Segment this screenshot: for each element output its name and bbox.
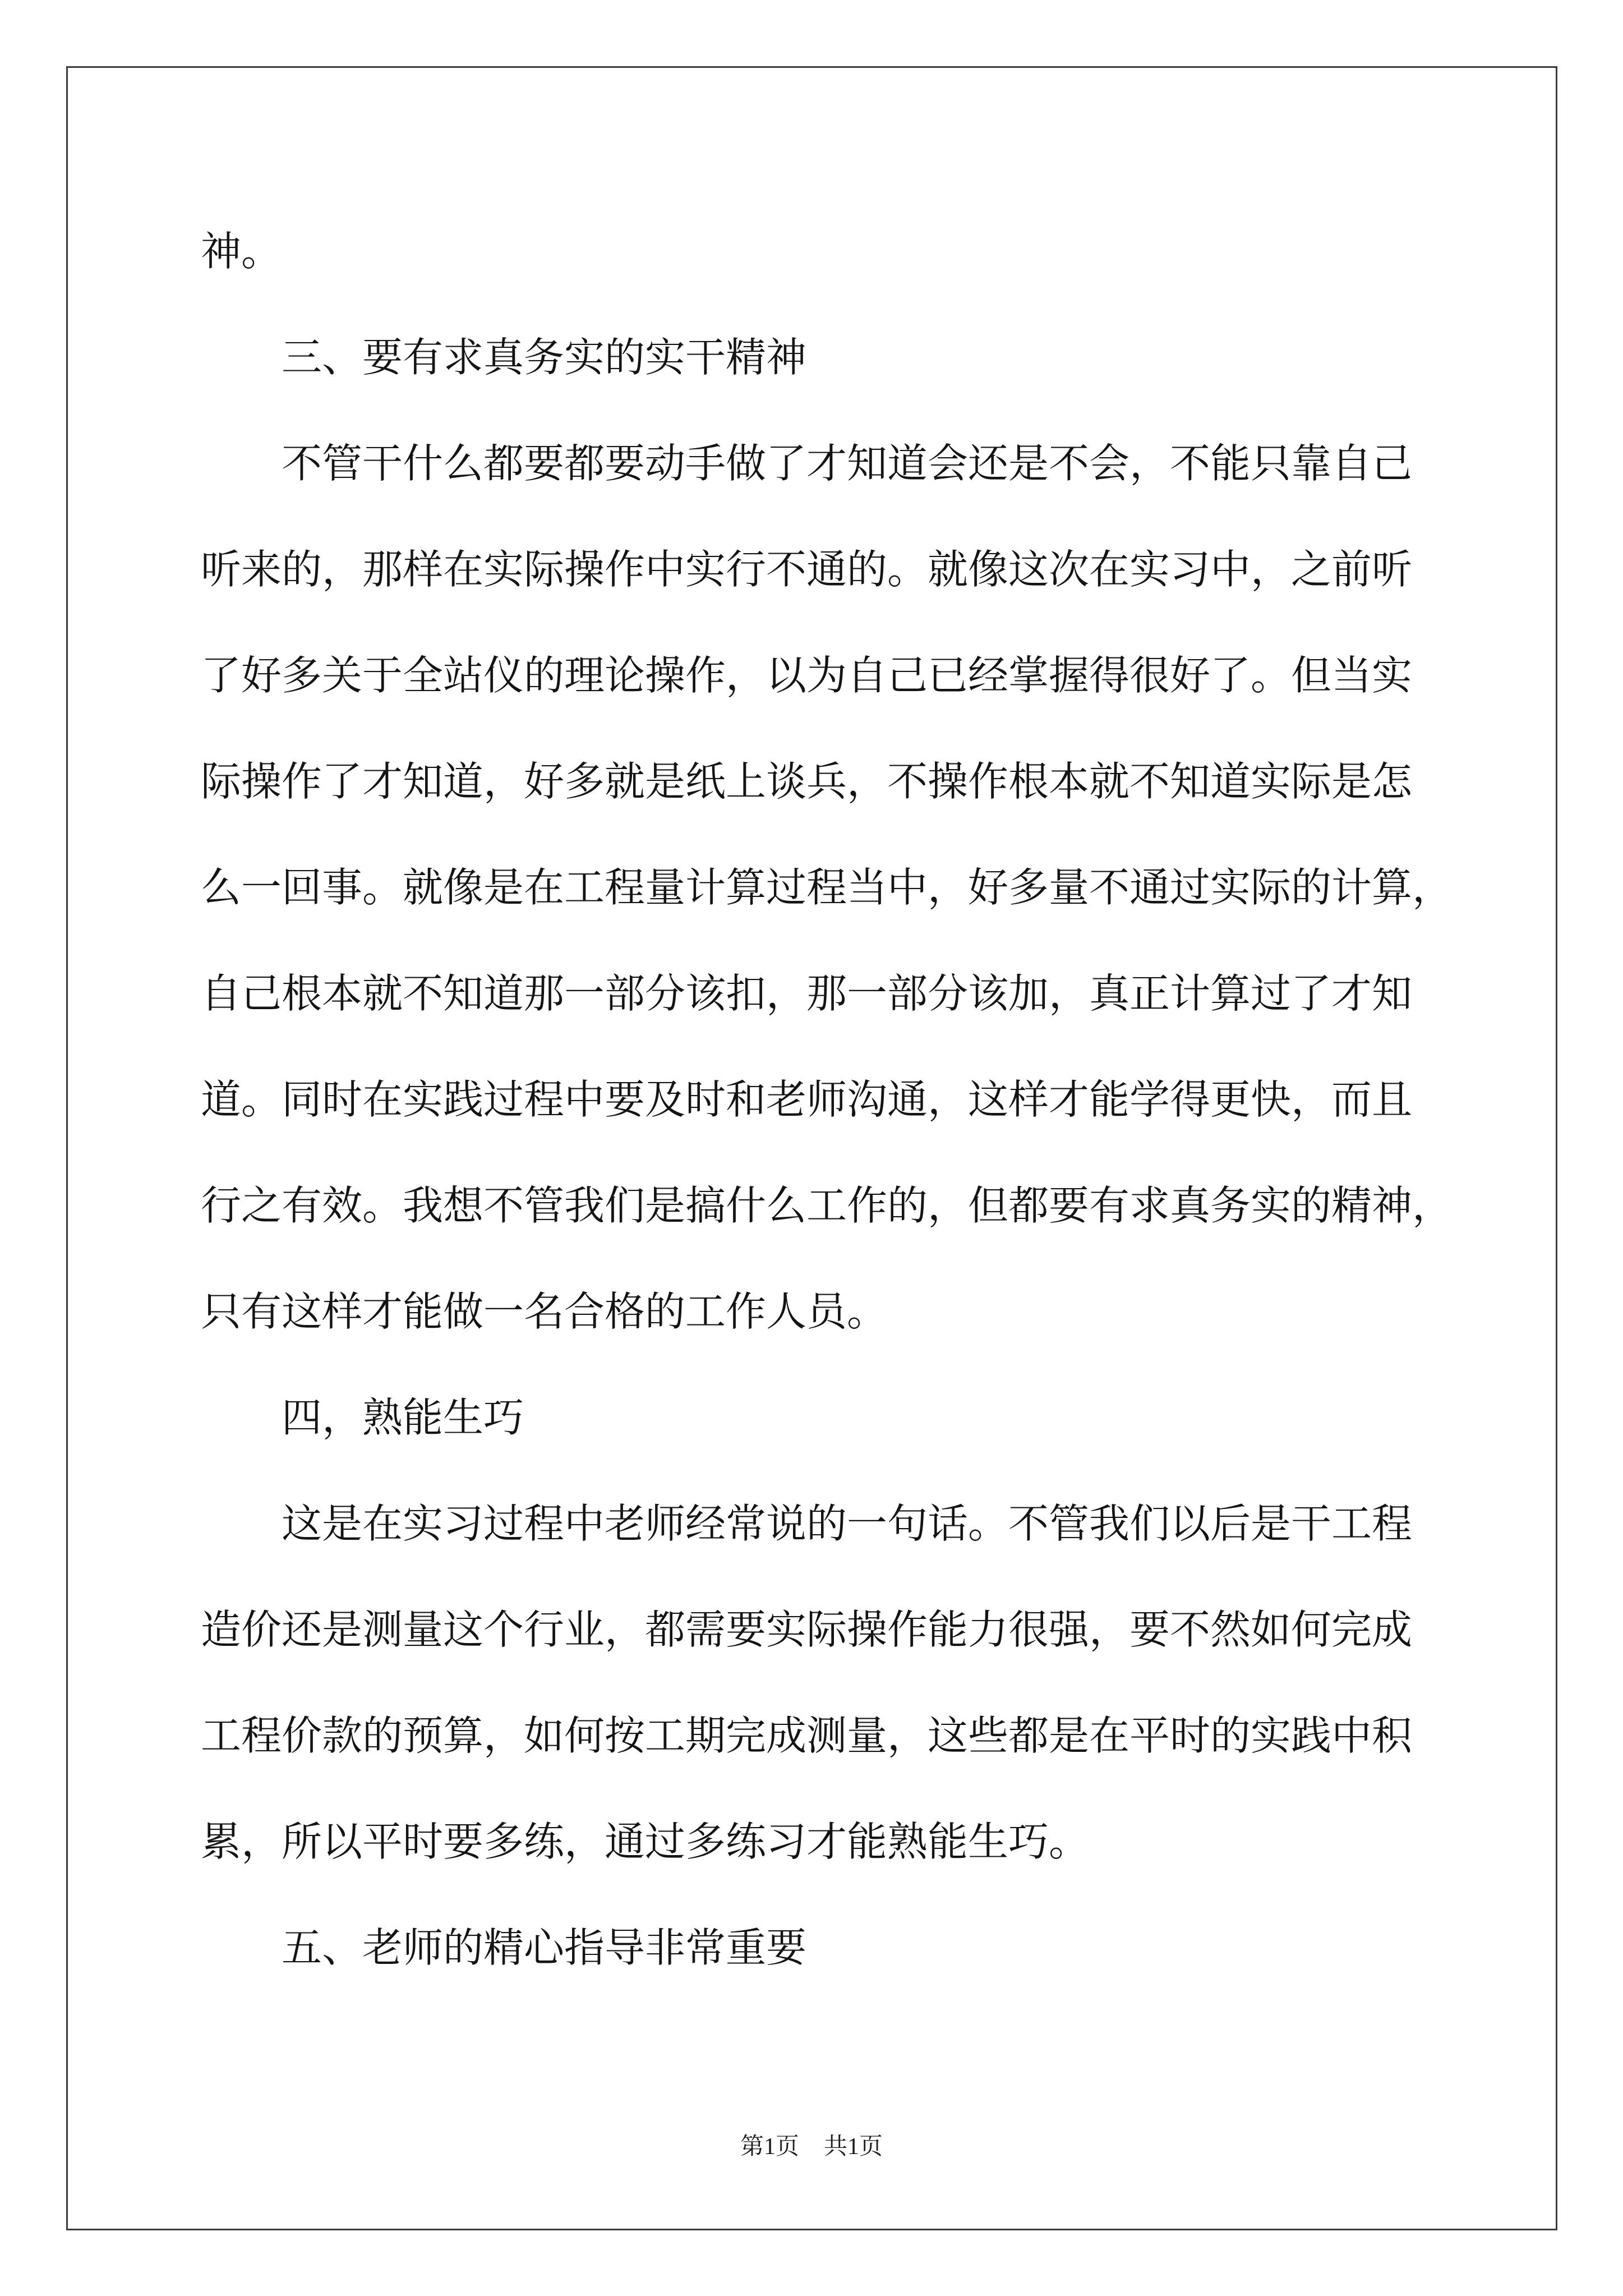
paragraph-line: 累，所以平时要多练，通过多练习才能熟能生巧。 <box>201 1818 1090 1865</box>
paragraph-line: 这是在实习过程中老师经常说的一句话。不管我们以后是干工程 <box>282 1500 1413 1547</box>
paragraph-line: 不管干什么都要都要动手做了才知道会还是不会，不能只靠自己 <box>282 440 1413 487</box>
paragraph-line: 行之有效。我想不管我们是搞什么工作的，但都要有求真务实的精神， <box>201 1182 1453 1229</box>
section-heading-4 <box>201 1365 1524 1471</box>
paragraph-line: 工程价款的预算，如何按工期完成测量，这些都是在平时的实践中积 <box>201 1712 1413 1759</box>
paragraph-line: 道。同时在实践过程中要及时和老师沟通，这样才能学得更快，而且 <box>201 1076 1413 1123</box>
section-heading-5 <box>201 1895 1524 2001</box>
section-heading-3 <box>201 305 1524 411</box>
paragraph <box>201 1471 1524 1895</box>
page-footer <box>0 2130 1623 2164</box>
section-heading: 三、要有求真务实的实干精神 <box>282 334 807 381</box>
paragraph <box>201 411 1524 1365</box>
section-heading: 四，熟能生巧 <box>282 1394 524 1441</box>
paragraph-line: 际操作了才知道，好多就是纸上谈兵，不操作根本就不知道实际是怎 <box>201 758 1413 805</box>
paragraph-line: 自己根本就不知道那一部分该扣，那一部分该加，真正计算过了才知 <box>201 970 1413 1017</box>
current-page-label: 第1页 <box>740 2134 799 2160</box>
document-body <box>201 199 1524 2001</box>
section-heading: 五、老师的精心指导非常重要 <box>282 1924 807 1971</box>
paragraph-line: 神。 <box>201 228 282 275</box>
paragraph-line: 了好多关于全站仪的理论操作，以为自己已经掌握得很好了。但当实 <box>201 652 1413 699</box>
paragraph-line: 听来的，那样在实际操作中实行不通的。就像这次在实习中，之前听 <box>201 546 1413 593</box>
paragraph-continuation <box>201 199 1524 305</box>
paragraph-line: 么一回事。就像是在工程量计算过程当中，好多量不通过实际的计算， <box>201 864 1453 911</box>
paragraph-line: 造价还是测量这个行业，都需要实际操作能力很强，要不然如何完成 <box>201 1606 1413 1653</box>
total-pages-label: 共1页 <box>824 2134 883 2160</box>
paragraph-line: 只有这样才能做一名合格的工作人员。 <box>201 1288 888 1335</box>
